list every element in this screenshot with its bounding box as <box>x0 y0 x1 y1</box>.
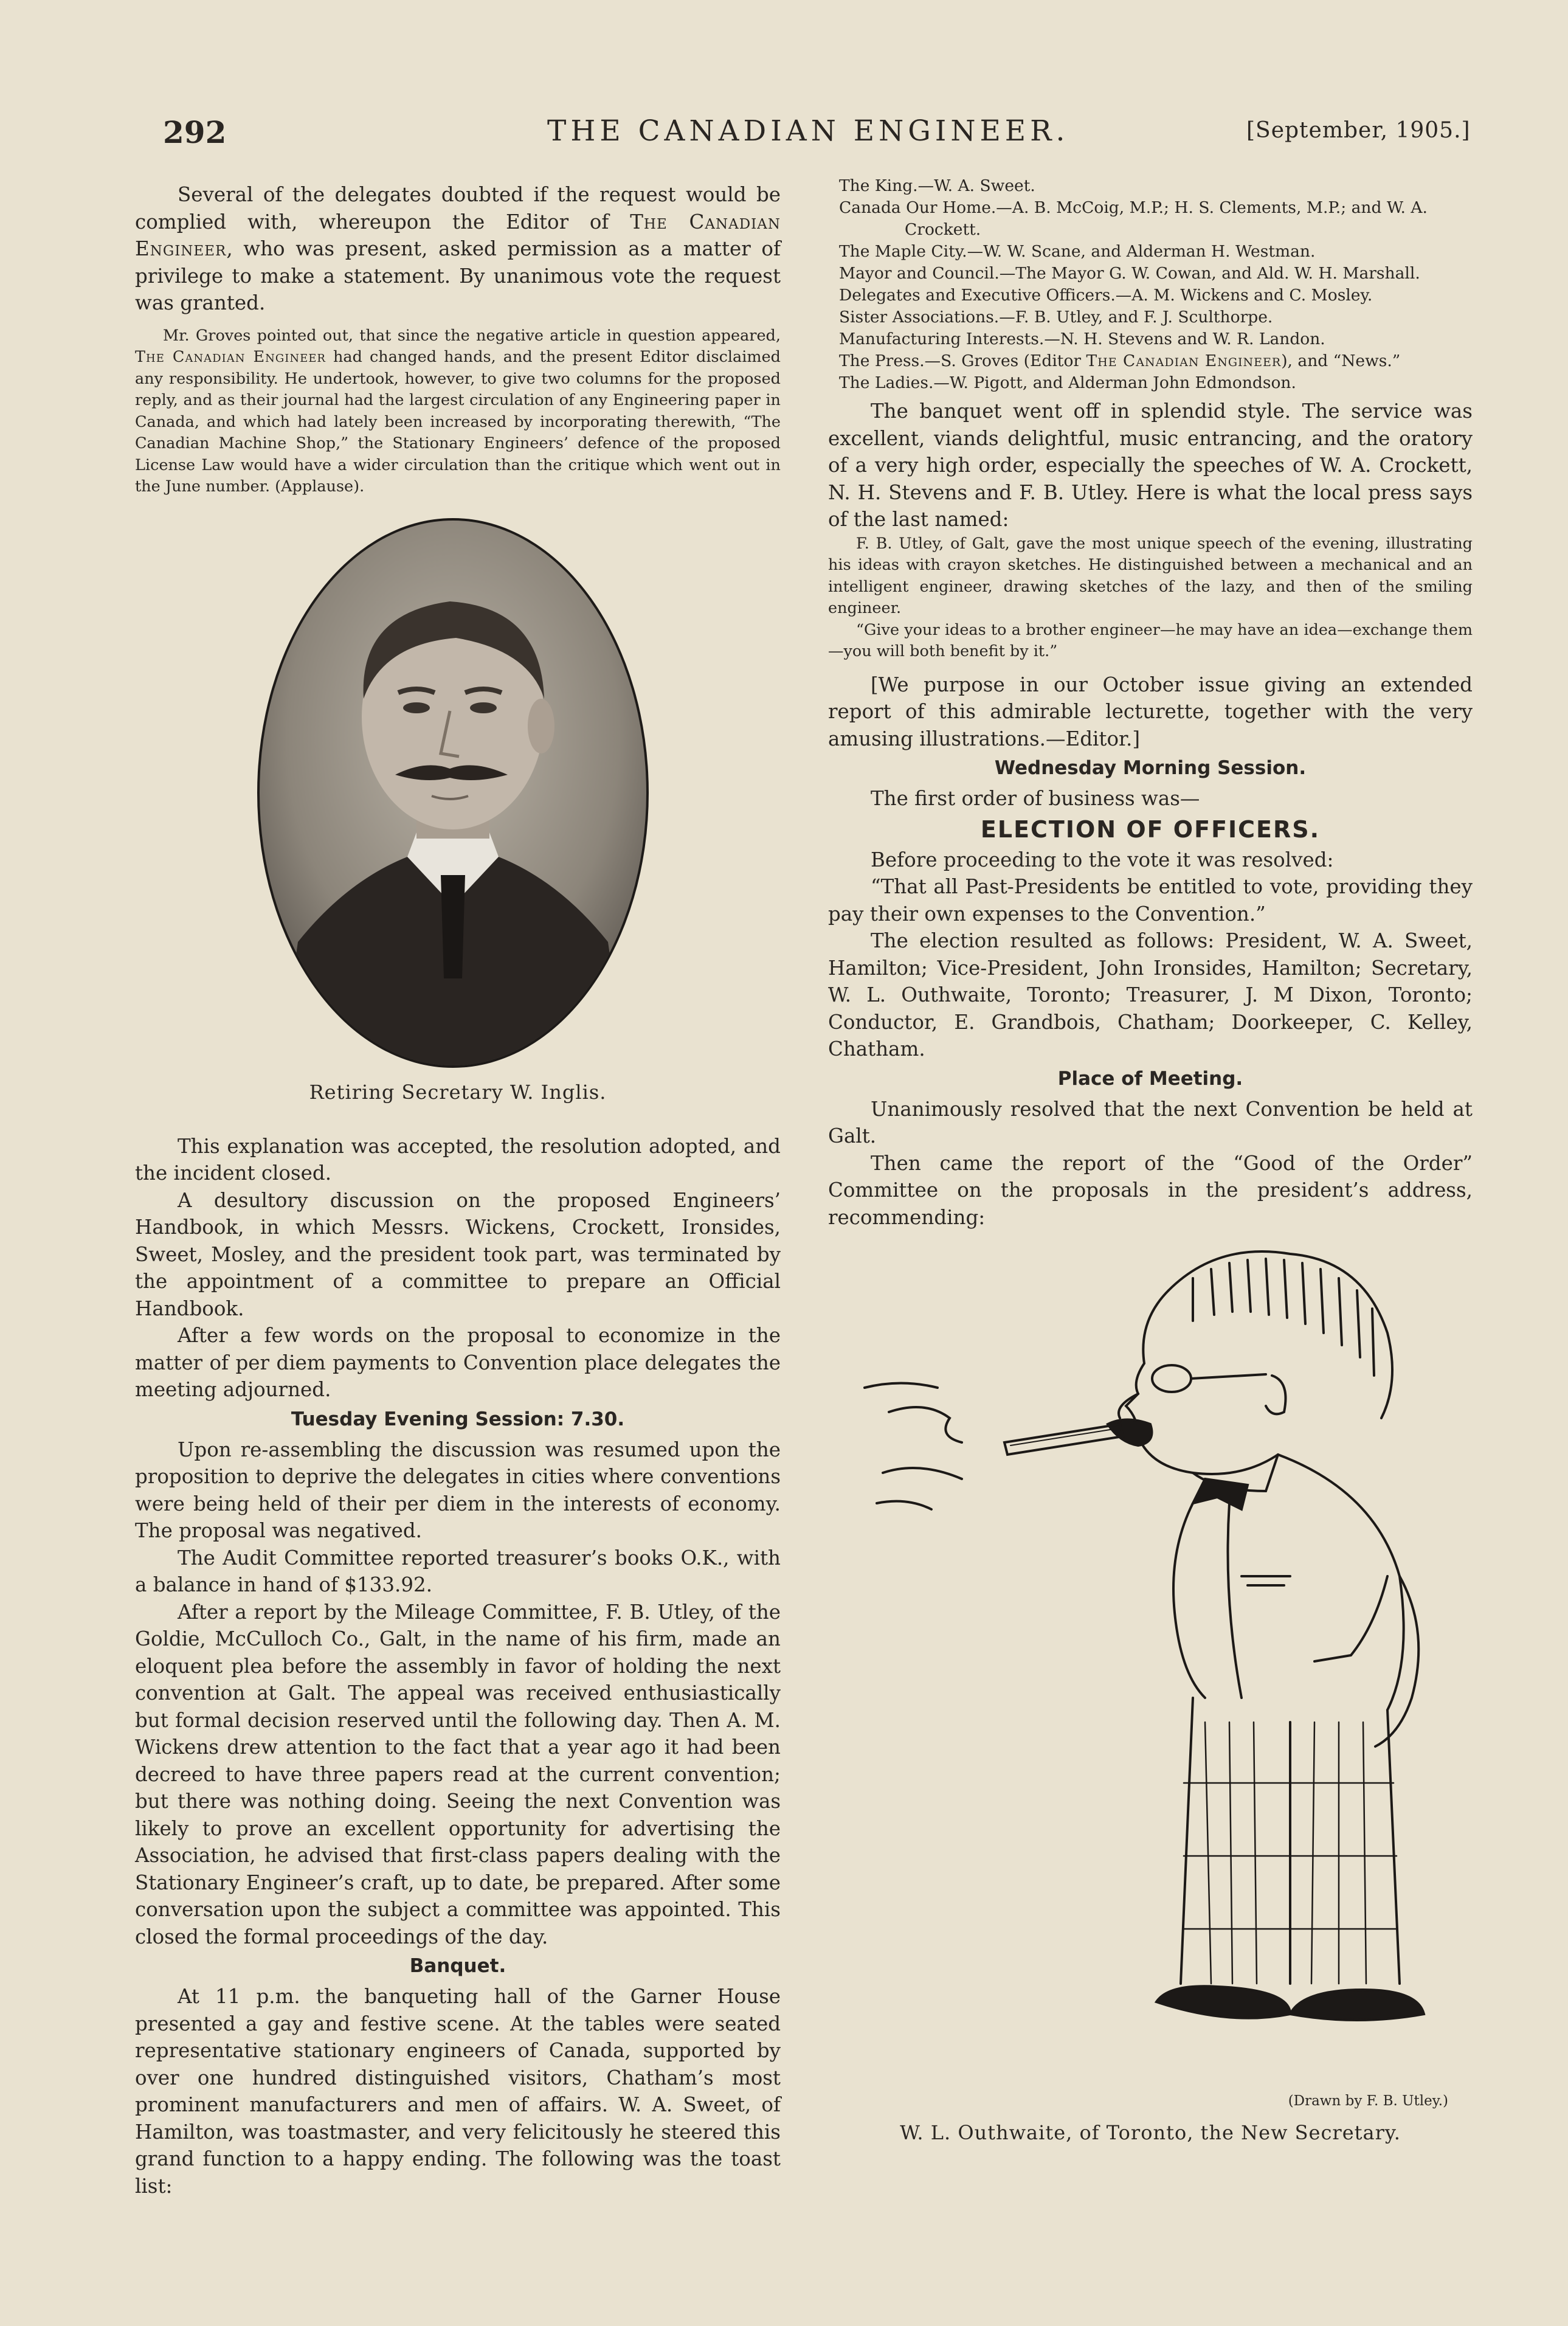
toast-item: Mayor and Council.—The Mayor G. W. Cowan, and Ald. W. H. Marshall. <box>839 264 1420 283</box>
portrait-caption: Retiring Secretary W. Inglis. <box>309 1080 607 1104</box>
toast-item: Sister Associations.—F. B. Utley, and F. J. Sculthorpe. <box>839 308 1273 327</box>
paragraph: The election resulted as follows: President, W. A. Sweet, Hamilton; Vice-President, John Ironsides, Hamilton; Secretary, W. L. Outhwaite, Toronto; Treasurer, J. M Dixon, Toronto; Conductor, E. Grandbois, Chatham; Doorkeeper, C. Kelley, Chatham. <box>828 929 1473 1061</box>
text-run: The Press.—S. Groves (Editor <box>839 351 1086 370</box>
left-column <box>135 181 781 2273</box>
cartoon-drawing-outhwaite <box>852 1236 1473 2087</box>
paragraph-small <box>135 325 781 498</box>
toast-item: Canada Our Home.—A. B. McCoig, M.P.; H. S. Clements, M.P.; and W. A. Crockett. <box>839 198 1428 239</box>
toast-list <box>828 175 1473 394</box>
press-quote: F. B. Utley, of Galt, gave the most unique speech of the evening, illustrating his ideas with crayon sketches. He distinguished between a mechanical and an intelligent engineer, drawing sketches of the lazy, and then of the smiling engineer. <box>828 534 1473 617</box>
paragraph: The banquet went off in splendid style. The service was excellent, viands delightful, music entrancing, and the oratory of a very high order, especially the speeches of W. A. Crockett, N. H. Stevens and F. B. Utley. Here is what the local press says of the last named: <box>828 400 1473 531</box>
section-heading-place: Place of Meeting. <box>1057 1067 1243 1090</box>
paragraph: Before proceeding to the vote it was resolved: <box>871 848 1334 871</box>
text-run: , who was present, asked permission as a matter of privilege to make a statement. By unanimous vote the request was granted. <box>135 237 781 314</box>
section-heading-banquet: Banquet. <box>409 1955 506 1977</box>
paragraph: “That all Past-Presidents be entitled to vote, providing they pay their own expenses to the Convention.” <box>828 875 1473 926</box>
section-heading-tuesday: Tuesday Evening Session: 7.30. <box>291 1408 625 1430</box>
press-quote: “Give your ideas to a brother engineer—he may have an idea—exchange them—you will both benefit by it.” <box>828 620 1473 660</box>
section-heading-wednesday: Wednesday Morning Session. <box>994 757 1307 779</box>
right-column <box>828 175 1473 2267</box>
paragraph: After a few words on the proposal to economize in the matter of per diem payments to Convention place delegates the meeting adjourned. <box>135 1324 781 1401</box>
paragraph: The first order of business was— <box>871 787 1200 810</box>
editor-note: [We purpose in our October issue giving an extended report of this admirable lecturette, together with the very amusing illustrations.—Editor.] <box>828 673 1473 750</box>
text-run: Several of the delegates doubted if the request would be complied with, whereupon the Editor of <box>135 183 781 234</box>
toast-item: Manufacturing Interests.—N. H. Stevens and W. R. Landon. <box>839 330 1325 348</box>
journal-name: The Canadian Engineer <box>1086 351 1282 370</box>
paragraph: This explanation was accepted, the resolution adopted, and the incident closed. <box>135 1134 781 1185</box>
journal-name: The Canadian Engineer <box>135 210 781 260</box>
toast-item: The King.—W. A. Sweet. <box>839 176 1035 195</box>
toast-item: The Maple City.—W. W. Scane, and Alderman H. Westman. <box>839 242 1316 261</box>
journal-name: The Canadian Engineer <box>135 348 326 366</box>
portrait-figure <box>135 516 781 1124</box>
paragraph: Upon re-assembling the discussion was resumed upon the proposition to deprive the delegates in cities where conventions were being held of their per diem in the interests of economy. The proposal was negatived. <box>135 1438 781 1542</box>
paragraph: After a report by the Mileage Committee, F. B. Utley, of the Goldie, McCulloch Co., Galt, in the name of his firm, made an eloquent plea before the assembly in favor of holding the next convention at Galt. The appeal was received enthusiastically but formal decision reserved until the following day. Then A. M. Wickens drew attention to the fact that a year ago it had been decreed to have three papers read at the current convention; but there was nothing doing. Seeing the next Convention was likely to prove an excellent opportunity for advertising the Association, he advised that first-class papers dealing with the Stationary Engineer’s craft, up to date, be prepared. After some conversation upon the subject a committee was appointed. This closed the formal proceedings of the day. <box>135 1600 781 1948</box>
toast-item: The Ladies.—W. Pigott, and Alderman John Edmondson. <box>839 373 1296 392</box>
portrait-photo-inglis <box>255 516 651 1070</box>
page-number: 292 <box>163 114 227 150</box>
paragraph: A desultory discussion on the proposed Engineers’ Handbook, in which Messrs. Wickens, Crockett, Ironsides, Sweet, Mosley, and the president took part, was terminated by the appointment of a committee to prepare an Official Handbook. <box>135 1188 781 1320</box>
paragraph: Unanimously resolved that the next Convention be held at Galt. <box>828 1097 1473 1147</box>
issue-date: [September, 1905.] <box>1246 118 1471 143</box>
cartoon-credit: (Drawn by F. B. Utley.) <box>1288 2093 1448 2109</box>
toast-item <box>828 350 1473 372</box>
text-run: ), and “News.” <box>1281 351 1401 370</box>
page-header <box>0 114 1568 157</box>
paragraph: Then came the report of the “Good of the Order” Committee on the proposals in the president’s address, recommending: <box>828 1151 1473 1229</box>
paragraph: The Audit Committee reported treasurer’s books O.K., with a balance in hand of $133.92. <box>135 1546 781 1596</box>
text-run: Mr. Groves pointed out, that since the negative article in question appeared, <box>163 326 781 345</box>
text-run: had changed hands, and the present Editor disclaimed any responsibility. He undertook, however, to give two columns for the proposed reply, and as their journal had the largest circulation of any Engineering paper in Canada, and which had lately been increased by incorporating therewith, “The Canadian Machine Shop,” the Stationary Engineers’ defence of the proposed License Law would have a wider circulation than the critique which went out in the June number. (Applause). <box>135 348 781 496</box>
journal-title: THE CANADIAN ENGINEER. <box>547 114 1069 148</box>
paragraph: At 11 p.m. the banqueting hall of the Garner House presented a gay and festive scene. At the tables were seated representative stationary engineers of Canada, supported by over one hundred distinguished visitors, Chatham’s most prominent manufacturers and men of affairs. W. A. Sweet, of Hamilton, was toastmaster, and very felicitously he steered this grand function to a happy ending. The following was the toast list: <box>135 1985 781 2198</box>
section-heading-election: ELECTION OF OFFICERS. <box>980 815 1321 843</box>
paragraph <box>135 181 781 317</box>
toast-item: Delegates and Executive Officers.—A. M. Wickens and C. Mosley. <box>839 286 1373 305</box>
cartoon-figure <box>828 1236 1473 2148</box>
cartoon-caption: W. L. Outhwaite, of Toronto, the New Secretary. <box>900 2121 1401 2144</box>
